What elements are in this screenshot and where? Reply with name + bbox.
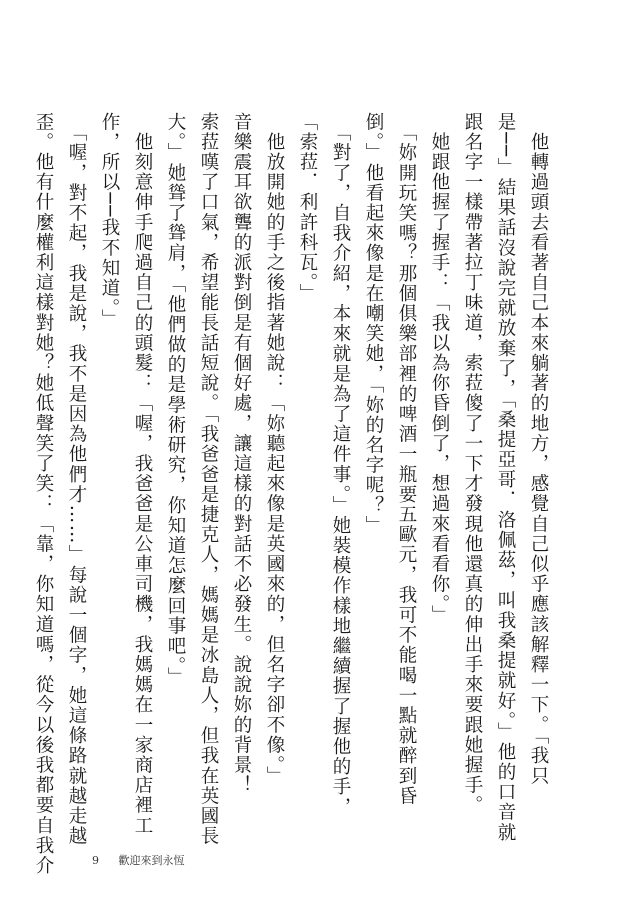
- text-column: 「喔，對不起，我是說，我不是因為他們才……」每說一個字，她這條路就越走越: [66, 112, 87, 847]
- text-column: 是──」結果話沒說完就放棄了，「桑提亞哥．洛佩茲，叫我桑提就好。」他的口音就: [495, 112, 516, 843]
- text-column: 他刻意伸手爬過自己的頭髮：「喔，我爸爸是公車司機，我媽媽在一家商店裡工: [132, 112, 153, 836]
- text-column: 「對了，自我介紹，本來就是為了這件事。」她裝模作樣地繼續握了握他的手，: [330, 112, 351, 818]
- text-column: 歪。他有什麼權利這樣對她？她低聲笑了笑：「靠，你知道嗎，從今以後我都要自我介: [33, 112, 54, 876]
- text-column: 跟名字一樣帶著拉丁味道，索菈傻了一下才發現他還真的伸出手來要跟她握手。: [462, 112, 483, 816]
- text-column: 倒。」他看起來像是在嘲笑她，「妳的名字呢？」: [363, 112, 384, 536]
- text-column: 索菈嘆了口氣，希望能長話短說。「我爸爸是捷克人，媽媽是冰島人，但我在英國長: [198, 112, 219, 847]
- text-column: 「索菈．利許科瓦。」: [297, 112, 318, 304]
- text-column: 他放開她的手之後指著她說：「妳聽起來像是英國來的，但名字卻不像。」: [264, 112, 285, 787]
- text-column: 音樂震耳欲聾的派對倒是有個好處，讓這樣的對話不必發生。說說妳的背景！: [231, 112, 252, 796]
- text-column: 大。」她聳了聳肩，「他們做的是學術研究，你知道怎麼回事吧。」: [165, 112, 186, 688]
- running-title: 歡迎來到永恆: [118, 854, 185, 867]
- text-column: 她跟他握了握手：「我以為你昏倒了，想過來看看你。」: [429, 112, 450, 626]
- page-number: 9: [92, 854, 99, 867]
- page-footer: [92, 852, 185, 868]
- text-column: 他轉過頭去看著自己本來躺著的地方，感覺自己似乎應該解釋一下。「我只: [528, 112, 549, 787]
- text-column: 作，所以──我不知道。」: [99, 112, 120, 330]
- text-column: 「妳開玩笑嗎？那個俱樂部裡的啤酒一瓶要五歐元，我可不能喝一點就醉到昏: [396, 112, 417, 807]
